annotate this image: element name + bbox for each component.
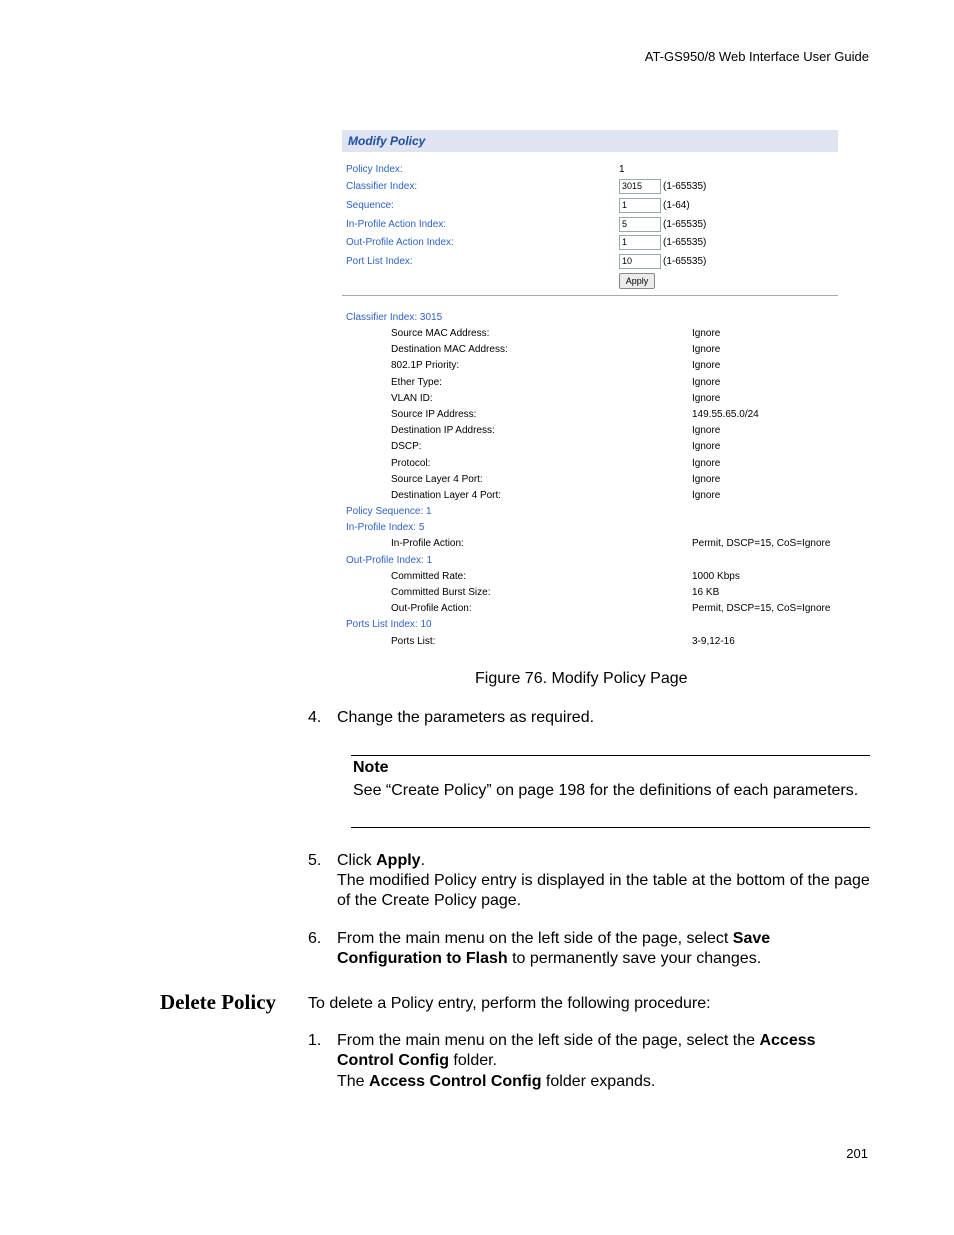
policy-sequence-heading: Policy Sequence: 1: [346, 506, 432, 517]
in-profile-action-index-input[interactable]: 5: [619, 217, 661, 232]
classifier-row-value: Ignore: [692, 328, 721, 339]
step-number: 4.: [308, 709, 322, 726]
classifier-row-label: Destination IP Address:: [391, 425, 495, 436]
ports-list-heading: Ports List Index: 10: [346, 619, 432, 630]
sequence-range: (1-64): [663, 200, 690, 211]
classifier-row-label: Source IP Address:: [391, 409, 477, 420]
policy-index-label: Policy Index:: [346, 164, 403, 175]
classifier-row-label: DSCP:: [391, 441, 422, 452]
classifier-row-value: Ignore: [692, 360, 721, 371]
classifier-row-value: Ignore: [692, 393, 721, 404]
classifier-row-label: Ether Type:: [391, 377, 442, 388]
in-profile-action-label: In-Profile Action:: [391, 538, 464, 549]
apply-button[interactable]: Apply: [619, 273, 655, 289]
ports-list-label: Ports List:: [391, 636, 436, 647]
divider: [342, 295, 838, 296]
note-title: Note: [353, 759, 389, 776]
classifier-row-label: Source MAC Address:: [391, 328, 490, 339]
out-profile-heading: Out-Profile Index: 1: [346, 555, 433, 566]
committed-rate-value: 1000 Kbps: [692, 571, 740, 582]
step-text: From the main menu on the left side of the page, select the Access Control Config folder.: [337, 1032, 816, 1069]
classifier-row-value: Ignore: [692, 490, 721, 501]
classifier-row-value: 149.55.65.0/24: [692, 409, 759, 420]
in-profile-heading: In-Profile Index: 5: [346, 522, 425, 533]
committed-burst-value: 16 KB: [692, 587, 720, 598]
out-profile-action-label: Out-Profile Action:: [391, 603, 472, 614]
classifier-row-value: Ignore: [692, 425, 721, 436]
classifier-row-label: VLAN ID:: [391, 393, 433, 404]
note-top-rule: [351, 755, 870, 756]
step-result: The modified Policy entry is displayed in the table at the bottom of the page of the Create Policy page.: [337, 872, 870, 909]
port-list-index-range: (1-65535): [663, 256, 707, 267]
bold-term: Apply: [376, 852, 421, 869]
step-number: 1.: [308, 1032, 322, 1049]
committed-rate-label: Committed Rate:: [391, 571, 467, 582]
modify-policy-title: Modify Policy: [342, 130, 838, 152]
port-list-index-input[interactable]: 10: [619, 254, 661, 269]
ports-list-value: 3-9,12-16: [692, 636, 735, 647]
bold-term: Save Configuration to Flash: [337, 930, 771, 967]
in-profile-action-index-range: (1-65535): [663, 219, 707, 230]
classifier-row-label: Source Layer 4 Port:: [391, 474, 483, 485]
out-profile-action-index-label: Out-Profile Action Index:: [346, 237, 454, 248]
classifier-row-value: Ignore: [692, 344, 721, 355]
bold-term: Access Control Config: [337, 1032, 816, 1069]
classifier-index-range: (1-65535): [663, 181, 707, 192]
out-profile-action-value: Permit, DSCP=15, CoS=Ignore: [692, 603, 831, 614]
figure-caption: Figure 76. Modify Policy Page: [475, 670, 688, 687]
bold-term: Access Control Config: [369, 1073, 542, 1090]
committed-burst-label: Committed Burst Size:: [391, 587, 491, 598]
classifier-row-label: 802.1P Priority:: [391, 360, 460, 371]
classifier-row-value: Ignore: [692, 441, 721, 452]
step-text: Change the parameters as required.: [337, 709, 595, 726]
in-profile-action-value: Permit, DSCP=15, CoS=Ignore: [692, 538, 831, 549]
step-text: Click Apply.: [337, 852, 426, 869]
classifier-row-value: Ignore: [692, 377, 721, 388]
port-list-index-label: Port List Index:: [346, 256, 413, 267]
classifier-heading: Classifier Index: 3015: [346, 312, 443, 323]
section-heading: Delete Policy: [160, 990, 277, 1014]
classifier-index-input[interactable]: 3015: [619, 179, 661, 194]
policy-index-value: 1: [619, 164, 625, 175]
out-profile-action-index-range: (1-65535): [663, 237, 707, 248]
note-text: See “Create Policy” on page 198 for the definitions of each parameters.: [353, 782, 859, 799]
classifier-row-label: Protocol:: [391, 458, 431, 469]
in-profile-action-index-label: In-Profile Action Index:: [346, 219, 447, 230]
classifier-row-value: Ignore: [692, 474, 721, 485]
page-number: 201: [846, 1146, 868, 1161]
step-number: 5.: [308, 852, 322, 869]
sequence-input[interactable]: 1: [619, 198, 661, 213]
section-intro: To delete a Policy entry, perform the following procedure:: [308, 995, 711, 1012]
classifier-row-label: Destination MAC Address:: [391, 344, 508, 355]
running-header: AT-GS950/8 Web Interface User Guide: [644, 49, 869, 64]
out-profile-action-index-input[interactable]: 1: [619, 235, 661, 250]
sequence-label: Sequence:: [346, 200, 394, 211]
classifier-index-label: Classifier Index:: [346, 181, 418, 192]
classifier-row-value: Ignore: [692, 458, 721, 469]
step-number: 6.: [308, 930, 322, 947]
note-bottom-rule: [351, 827, 870, 828]
step-result: The Access Control Config folder expands.: [337, 1073, 656, 1090]
step-text: From the main menu on the left side of the page, select Save Configuration to Flash to permanently save your changes.: [337, 930, 771, 967]
classifier-row-label: Destination Layer 4 Port:: [391, 490, 502, 501]
